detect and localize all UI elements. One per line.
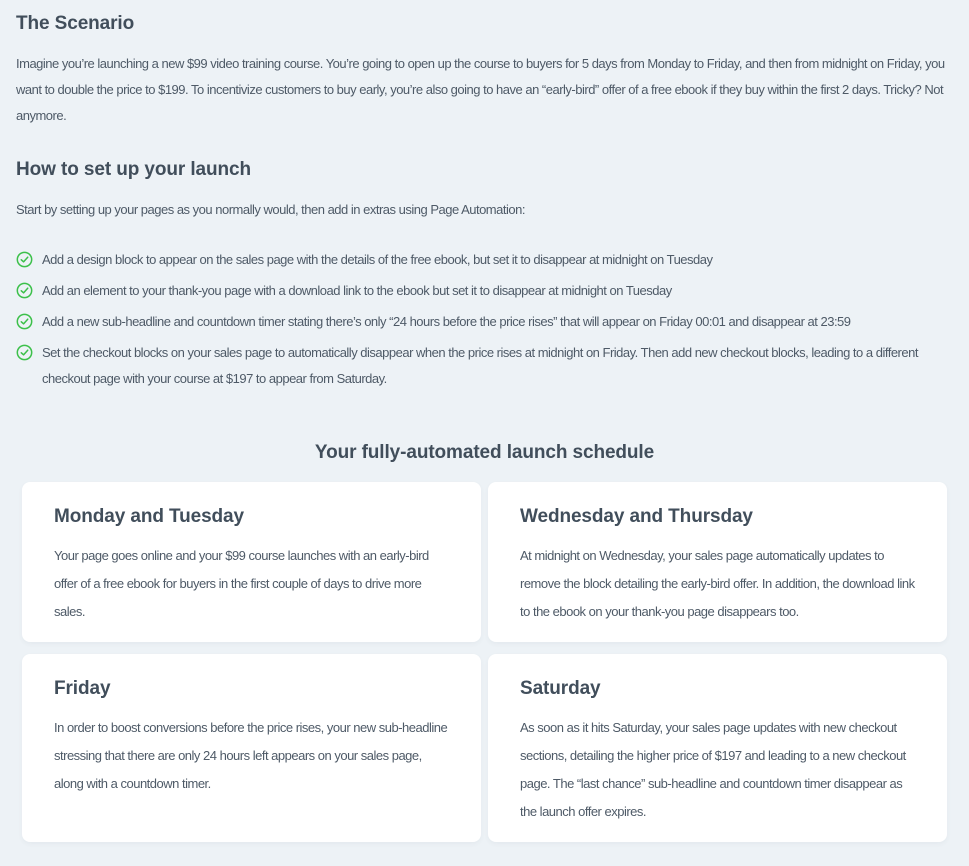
check-circle-icon [16,344,33,361]
howto-section [16,159,953,392]
howto-title: How to set up your launch [16,159,252,180]
scenario-section [16,13,953,129]
card-title: Friday [54,678,111,699]
schedule-cards [22,482,947,842]
check-circle-icon [16,251,33,268]
checklist-item-text: Add a new sub-headline and countdown timer stating there’s only “24 hours before the price rises” that will appear on Friday 00:01 and disappear at 23:59 [42,314,851,329]
checklist [16,247,953,392]
scenario-title: The Scenario [16,13,135,34]
checklist-item-text: Add an element to your thank-you page with a download link to the ebook but set it to disappear at midnight on Tuesday [42,283,672,298]
scenario-body: Imagine you’re launching a new $99 video training course. You’re going to open up the course to buyers for 5 days from Monday to Friday, and then from midnight on Friday, you want to double the price to $199. To incentivize customers to buy early, you’re also going to have an “early-bird” offer of a free ebook if they buy within the first 2 days. Tricky? Not anymore. [16,56,945,123]
card-body: In order to boost conversions before the price rises, your new sub-headline stressing that there are only 24 hours left appears on your sales page, along with a countdown timer. [54,720,448,791]
card-body: As soon as it hits Saturday, your sales page updates with new checkout sections, detailing the higher price of $197 and leading to a new checkout page. The “last chance” sub-headline and countdown timer disappear as the launch offer expires. [520,720,906,819]
howto-intro: Start by setting up your pages as you normally would, then add in extras using Page Automation: [16,202,525,217]
schedule-card-saturday [488,654,947,842]
check-circle-icon [16,282,33,299]
check-circle-icon [16,313,33,330]
schedule-card-wednesday-thursday [488,482,947,642]
schedule-title: Your fully-automated launch schedule [314,442,655,463]
card-body: Your page goes online and your $99 course launches with an early-bird offer of a free ebook for buyers in the first couple of days to drive more sales. [54,548,429,619]
schedule-card-friday [22,654,481,842]
checklist-item-text: Add a design block to appear on the sales page with the details of the free ebook, but set it to disappear at midnight on Tuesday [42,252,713,267]
card-title: Saturday [520,678,601,699]
checklist-item [16,247,953,273]
checklist-item [16,278,953,304]
card-title: Wednesday and Thursday [520,506,753,527]
schedule-section [16,442,953,842]
schedule-card-monday-tuesday [22,482,481,642]
checklist-item-text: Set the checkout blocks on your sales page to automatically disappear when the price rises at midnight on Friday. Then add new checkout blocks, leading to a different checkout page with your course at $197 to appear from Saturday. [42,345,918,386]
card-body: At midnight on Wednesday, your sales page automatically updates to remove the block detailing the early-bird offer. In addition, the download link to the ebook on your thank-you page disappears too. [520,548,915,619]
checklist-item [16,340,953,392]
checklist-item [16,309,953,335]
card-title: Monday and Tuesday [54,506,244,527]
